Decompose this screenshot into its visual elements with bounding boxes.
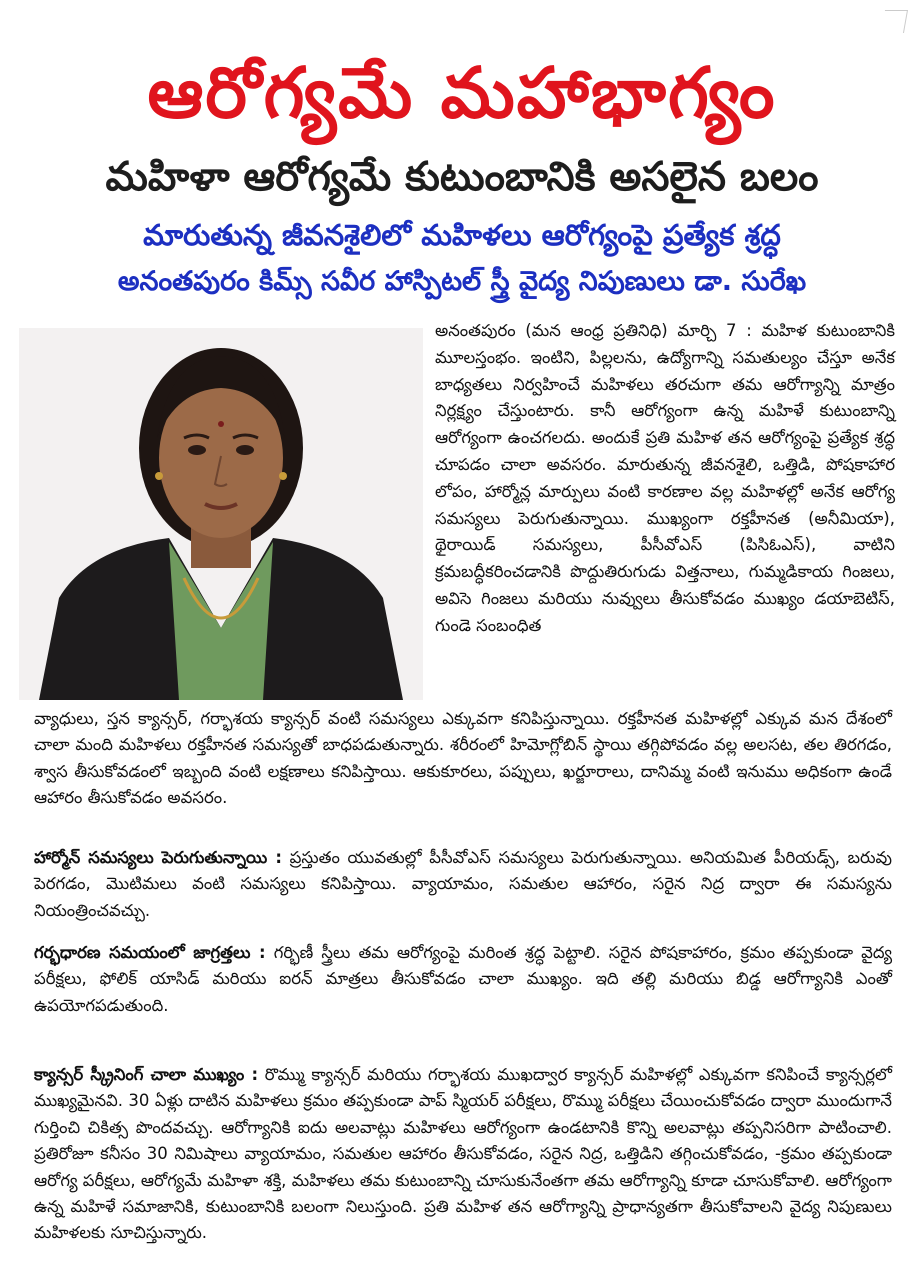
section-body: రొమ్ము క్యాన్సర్ మరియు గర్భాశయ ముఖద్వార క్యాన్సర్ మహిళల్లో ఎక్కువగా కనిపించే క్యాన్సర్లలో ముఖ్యమైనవి. 30 ఏళ్లు దాటిన మహిళలు క్రమం తప్పకుండా పాప్ స్మియర్ పరీక్షలు, రొమ్ము పరీక్షలు చేయించుకోవడం ద్వారా ముందుగానే గుర్తించి చికిత్స పొందవచ్చు. ఆరోగ్యానికి ఐదు అలవాట్లు మహిళలు ఆరోగ్యంగా ఉండటానికి కొన్ని అలవాట్లు తప్పనిసరిగా పాటించాలి. ప్రతిరోజూ కనీసం 30 నిమిషాలు వ్యాయామం, సమతుల ఆహారం తీసుకోవడం, సరైన నిద్ర, ఒత్తిడిని తగ్గించుకోవడం, -క్రమం తప్పకుండా ఆరోగ్య పరీక్షలు, ఆరోగ్యమే మహిళా శక్తి, మహిళలు తమ కుటుంబాన్ని చూసుకునేంతగా తమ ఆరోగ్యాన్ని కూడా చూసుకోవాలి. ఆరోగ్యంగా ఉన్న మహిళే సమాజానికి, కుటుంబానికి బలంగా నిలుస్తుంది. ప్రతి మహిళ తన ఆరోగ్యాన్ని ప్రాధాన్యతగా తీసుకోవాలని వైద్య నిపుణులు మహిళలకు సూచిస్తున్నారు. <box>34 1065 892 1243</box>
section-body: ప్రస్తుతం యువతుల్లో పీసీవోఎస్ సమస్యలు పెరుగుతున్నాయి. అనియమిత పీరియడ్స్, బరువు పెరగడం, మొటిమలు వంటి సమస్యలు కనిపిస్తాయి. వ్యాయామం, సమతుల ఆహారం, సరైన నిద్ర ద్వారా ఈ సమస్యను నియంత్రించవచ్చు. <box>34 848 892 920</box>
subheadline: మహిళా ఆరోగ్యమే కుటుంబానికి అసలైన బలం <box>105 154 819 200</box>
strapline-byline: అనంతపురం కిమ్స్ సవీర హాస్పిటల్ స్త్రీ వైద్య నిపుణులు డా. సురేఖ <box>117 266 807 297</box>
doctor-photo <box>19 328 423 700</box>
strapline-primary: మారుతున్న జీవనశైలిలో మహిళలు ఆరోగ్యంపై ప్రత్యేక శ్రద్ధ <box>143 218 781 252</box>
section-heading: గర్భధారణ సమయంలో జాగ్రత్తలు : <box>34 943 266 962</box>
section-heading: క్యాన్సర్ స్క్రీనింగ్ చాలా ముఖ్యం : <box>34 1065 259 1084</box>
section-cancer-screening <box>34 1062 892 1247</box>
page-corner-mark <box>881 10 908 33</box>
doctor-portrait-icon <box>19 328 423 700</box>
headline: ఆరోగ్యమే మహాభాగ్యం <box>147 52 777 134</box>
intro-full-width-text: వ్యాధులు, స్తన క్యాన్సర్, గర్భాశయ క్యాన్సర్ వంటి సమస్యలు ఎక్కువగా కనిపిస్తున్నాయి. రక్తహీనత మహిళల్లో ఎక్కువ మన దేశంలో చాలా మంది మహిళలు రక్తహీనత సమస్యతో బాధపడుతున్నారు. శరీరంలో హిమోగ్లోబిన్ స్థాయి తగ్గిపోవడం వల్ల అలసట, తల తిరగడం, శ్వాస తీసుకోవడంలో ఇబ్బంది వంటి లక్షణాలు కనిపిస్తాయి. ఆకుకూరలు, పప్పులు, ఖర్జూరాలు, దానిమ్మ వంటి ఇనుము అధికంగా ఉండే ఆహారం తీసుకోవడం అవసరం. <box>34 709 892 808</box>
section-heading: హార్మోన్ సమస్యలు పెరుగుతున్నాయి : <box>34 848 282 867</box>
section-pregnancy-care <box>34 940 892 1019</box>
section-body: గర్భిణీ స్త్రీలు తమ ఆరోగ్యంపై మరింత శ్రద్ధ పెట్టాలి. సరైన పోషకాహారం, క్రమం తప్పకుండా వైద్య పరీక్షలు, ఫోలిక్ యాసిడ్ మరియు ఐరన్ మాత్రలు తీసుకోవడం చాలా ముఖ్యం. ఇది తల్లి మరియు బిడ్డ ఆరోగ్యానికి ఎంతో ఉపయోగపడుతుంది. <box>34 943 893 1015</box>
intro-column-text: అనంతపురం (మన ఆంధ్ర ప్రతినిధి) మార్చి 7 : మహిళ కుటుంబానికి మూలస్తంభం. ఇంటిని, పిల్లలను, ఉద్యోగాన్ని సమతుల్యం చేస్తూ అనేక బాధ్యతలు నిర్వహించే మహిళలు తరచుగా తమ ఆరోగ్యాన్ని మాత్రం నిర్లక్ష్యం చేస్తుంటారు. కానీ ఆరోగ్యంగా ఉన్న మహిళే కుటుంబాన్ని ఆరోగ్యంగా ఉంచగలదు. అందుకే ప్రతి మహిళ తన ఆరోగ్యంపై ప్రత్యేక శ్రద్ధ చూపడం చాలా అవసరం. మారుతున్న జీవనశైలి, ఒత్తిడి, పోషకాహార లోపం, హార్మోన్ల మార్పులు వంటి కారణాల వల్ల మహిళల్లో అనేక ఆరోగ్య సమస్యలు పెరుగుతున్నాయి. ముఖ్యంగా రక్తహీనత (అనీమియా), థైరాయిడ్ సమస్యలు, పీసీవోఎస్ (పిసిఓఎస్), వాటిని క్రమబద్ధీకరించడానికి పొద్దుతిరుగుడు విత్తనాలు, గుమ్మడికాయ గింజలు, అవిసె గింజలు మరియు నువ్వులు తీసుకోవడం ముఖ్యం డయాబెటిస్, గుండె సంబంధిత <box>435 321 895 635</box>
section-hormone-problems <box>34 845 892 924</box>
